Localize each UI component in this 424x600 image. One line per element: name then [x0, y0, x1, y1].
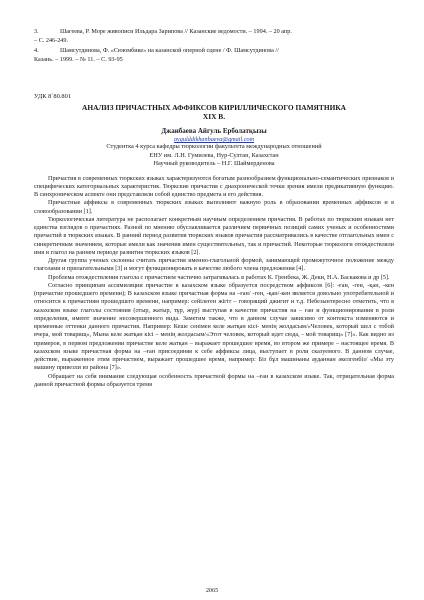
author-affiliation	[34, 143, 394, 168]
paper-page	[34, 28, 394, 389]
body-paragraph: Согласно принципам ассимиляции причастие в казахском языке образуется посредством аффиксов [6]: -ған, -ген, -қан, -кен (причастие прошедшего времени); В казахском языке причастная форма на –ған/ -ген, -қан/-кен является довольно употребительной и относится к причастиям прошедшего времени, например: сейілеген жігіт – говорящий джигит и т.д. Небезынтересно отметить, что в казахском языке глаголы состояния (отыр, жатыр, тұр, жүр) выступая в качестве причастия на – ған и функционирования в роли определения, имеют значение несовершенного вида. Заметим также, что в данном случае зависимо от контекста изменяются и временные оттенки данного причастия. Например: Кеше сенімен келе жатқан кісі- менің жолдасым/«Человек, который шел с тобой вчера, мой товарищ», Мына келе жатқан кісі – менің жолдасым/«Этот человек, который идет сюда, - мой товарищ» [7]». Как видно из примеров, в первом предложении причастие келе жатқан – выражает прошедшее время, во втором же примере – настоящее время. В казахском языке причастная форма на –ған присоединяя к себе аффиксы лица, выступает в роли сказуемого. В данном случае, действие, выраженное этим причастием, выражает прошедшее время, например: Біз бұл машинаны ауданнан әкелгенбіз/ «Мы эту машину привезли из района [7]».	[34, 281, 394, 372]
body-paragraph: Обращает на себя внимание следующая особенность причастной формы на –ған в казахском языке. Так, отрицательная форма данной причастной формы образуется тремя	[34, 372, 394, 388]
body-paragraph: Тюркологическая литература не располагает конкретным научным определением причастия. В работах по тюркским языкам нет единства взглядов о причастиях. Разной по мнению обуславливается различием первичных позиций самих ученых и особенностями причастий в тюркских языках. В ранний период развития тюркских языков причастия рассматривались в качестве отглагольных имен с синкретичным значением, которые имели как значения имен существительных, так и причастий. Некоторые тюркологи отождествляли имя и глагол на раннем периоде развития тюркских языков [2].	[34, 215, 394, 256]
body-paragraph: Причастные аффиксы в современных тюркских языках выполняют важную роль в образовании временных аффиксов и в словообразовании [1].	[34, 199, 394, 215]
body-paragraph: Проблема отождествления глагола с причастием частично затрагивалась в работах К. Гренбека, Ж. Деки, Н.А. Баскакова и др [5].	[48, 273, 390, 281]
udk-code: УДК 8`80.801	[34, 93, 71, 101]
reference-item-3	[34, 28, 394, 45]
reference-continuation: Казань. – 1999. – № 11. – С. 93-95	[34, 55, 123, 63]
body-paragraph: Причастия в современных тюркских языках характеризуются богатым разнообразием функционально-семантических признаков и специфических категориальных характеристик. Тюркские причастия с диахронической точки зрения имели предикативную функцию. В синхроническом аспекте они представляли собой единство предмета и его действия.	[34, 174, 394, 199]
reference-continuation: – С. 246-249.	[34, 36, 69, 44]
article-title	[34, 103, 394, 121]
reference-number: 4.	[34, 47, 39, 55]
reference-number: 3.	[34, 28, 39, 35]
body-paragraph: Другая группа ученых склонны считать причастия именно-глагольной формой, занимающей промежуточное положение между глаголами и прилагательными [3] и могут функционировать в качестве любого члена предложения [4].	[34, 257, 394, 273]
page-number: 2065	[205, 587, 219, 594]
reference-text: Шагеева, Р. Море живописи Ильдара Зарипова // Казанские ведомости. – 1994. – 20 апр.	[60, 28, 292, 35]
article-body	[34, 175, 394, 390]
reference-item-4	[34, 47, 394, 64]
article-title-line-2: XIX В.	[202, 112, 226, 122]
author-email-link[interactable]: aygulddikhanbaeva@gmail.com	[173, 136, 255, 144]
affiliation-line: Научный руководитель – Н.Г. Шаймерденова	[153, 160, 275, 168]
affiliation-line: Студентка 4 курса кафедры тюркологии факультета международных отношений	[106, 143, 322, 151]
affiliation-line: ЕНУ им. Л.Н. Гумилева, Нур-Султан, Казахстан	[149, 151, 279, 159]
author-name: Джанбаева Айгуль Ерболатқызы	[161, 127, 267, 136]
reference-text: Шамсутдинова, Ф. «Сююмбике» на казанской оперной сцене / Ф. Шамсутдинова //	[60, 47, 279, 55]
article-title-line-1: АНАЛИЗ ПРИЧАСТНЫХ АФФИКСОВ КИРИЛЛИЧЕСКОГО ПАМЯТНИКА	[81, 103, 347, 113]
